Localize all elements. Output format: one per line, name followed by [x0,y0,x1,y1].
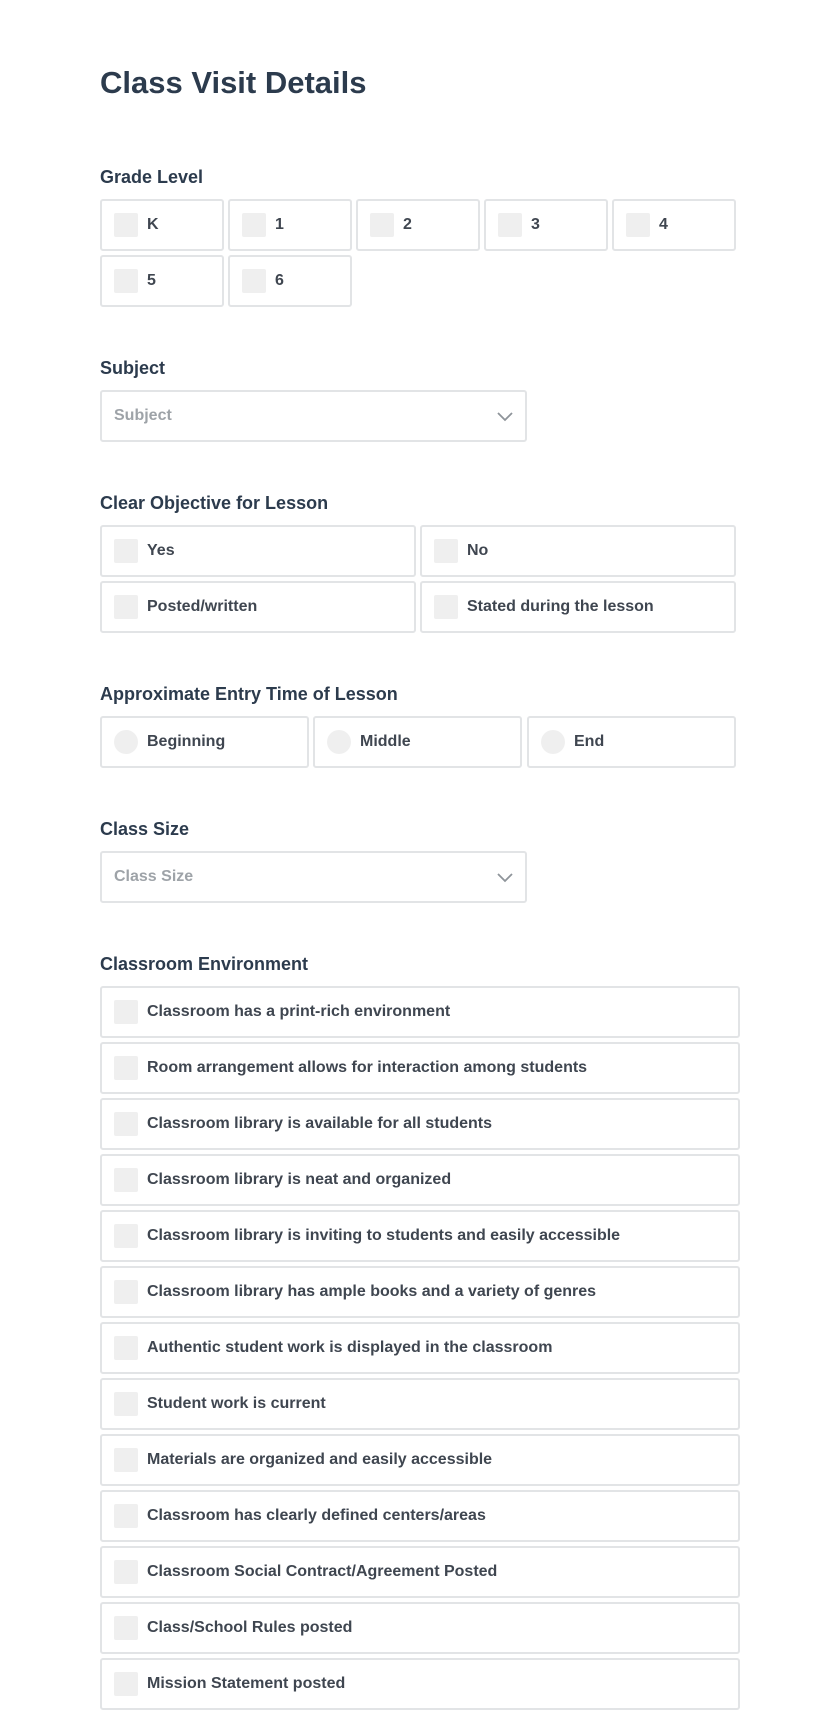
grade-option-3[interactable]: 3 [484,199,608,251]
checkbox[interactable] [114,1224,138,1248]
checkbox[interactable] [114,1168,138,1192]
entry-option-end[interactable]: End [527,716,736,768]
grade-option-5[interactable]: 5 [100,255,224,307]
grade-option-4[interactable]: 4 [612,199,736,251]
entry-option-middle[interactable]: Middle [313,716,522,768]
objective-option-stated[interactable]: Stated during the lesson [420,581,736,633]
checkbox[interactable] [114,1560,138,1584]
environment-option[interactable]: Classroom has a print-rich environment [100,986,740,1038]
checkbox[interactable] [114,1000,138,1024]
checkbox[interactable] [498,213,522,237]
environment-label: Classroom Environment [100,954,309,974]
environment-option[interactable]: Authentic student work is displayed in the classroom [100,1322,740,1374]
checkbox[interactable] [114,1112,138,1136]
grade-option-2[interactable]: 2 [356,199,480,251]
checkbox[interactable] [370,213,394,237]
checkbox[interactable] [434,595,458,619]
checkbox[interactable] [114,1336,138,1360]
chevron-down-icon [495,867,515,887]
checkbox[interactable] [114,1392,138,1416]
subject-label: Subject [100,358,166,378]
checkbox[interactable] [114,1616,138,1640]
checkbox[interactable] [114,1056,138,1080]
checkbox[interactable] [242,213,266,237]
checkbox[interactable] [114,269,138,293]
checkbox[interactable] [114,1672,138,1696]
class-size-placeholder: Class Size [114,868,194,885]
objective-option-posted[interactable]: Posted/written [100,581,416,633]
class-size-select[interactable] [100,851,527,903]
environment-option[interactable]: Mission Statement posted [100,1658,740,1710]
radio-button[interactable] [327,730,351,754]
class-size-label: Class Size [100,819,190,839]
environment-option[interactable]: Student work is current [100,1378,740,1430]
radio-button[interactable] [541,730,565,754]
checkbox[interactable] [114,1280,138,1304]
environment-option[interactable]: Classroom library is neat and organized [100,1154,740,1206]
grade-option-k[interactable]: K [100,199,224,251]
checkbox[interactable] [114,595,138,619]
radio-button[interactable] [114,730,138,754]
environment-option[interactable]: Classroom Social Contract/Agreement Posted [100,1546,740,1598]
page-title: Class Visit Details [100,65,367,100]
entry-option-beginning[interactable]: Beginning [100,716,309,768]
chevron-down-icon [495,406,515,426]
grade-level-label: Grade Level [100,167,204,187]
checkbox[interactable] [434,539,458,563]
subject-placeholder: Subject [114,407,172,424]
environment-option[interactable]: Classroom library has ample books and a variety of genres [100,1266,740,1318]
entry-time-label: Approximate Entry Time of Lesson [100,684,398,704]
checkbox[interactable] [626,213,650,237]
environment-option[interactable]: Classroom library is inviting to students and easily accessible [100,1210,740,1262]
checkbox[interactable] [242,269,266,293]
checkbox[interactable] [114,1504,138,1528]
environment-option[interactable]: Materials are organized and easily accessible [100,1434,740,1486]
checkbox[interactable] [114,1448,138,1472]
grade-option-6[interactable]: 6 [228,255,352,307]
grade-option-1[interactable]: 1 [228,199,352,251]
checkbox[interactable] [114,539,138,563]
subject-select[interactable] [100,390,527,442]
objective-option-yes[interactable]: Yes [100,525,416,577]
objective-label: Clear Objective for Lesson [100,493,329,513]
environment-option[interactable]: Class/School Rules posted [100,1602,740,1654]
environment-option[interactable]: Classroom has clearly defined centers/areas [100,1490,740,1542]
objective-option-no[interactable]: No [420,525,736,577]
checkbox[interactable] [114,213,138,237]
environment-option[interactable]: Room arrangement allows for interaction among students [100,1042,740,1094]
environment-option[interactable]: Classroom library is available for all students [100,1098,740,1150]
